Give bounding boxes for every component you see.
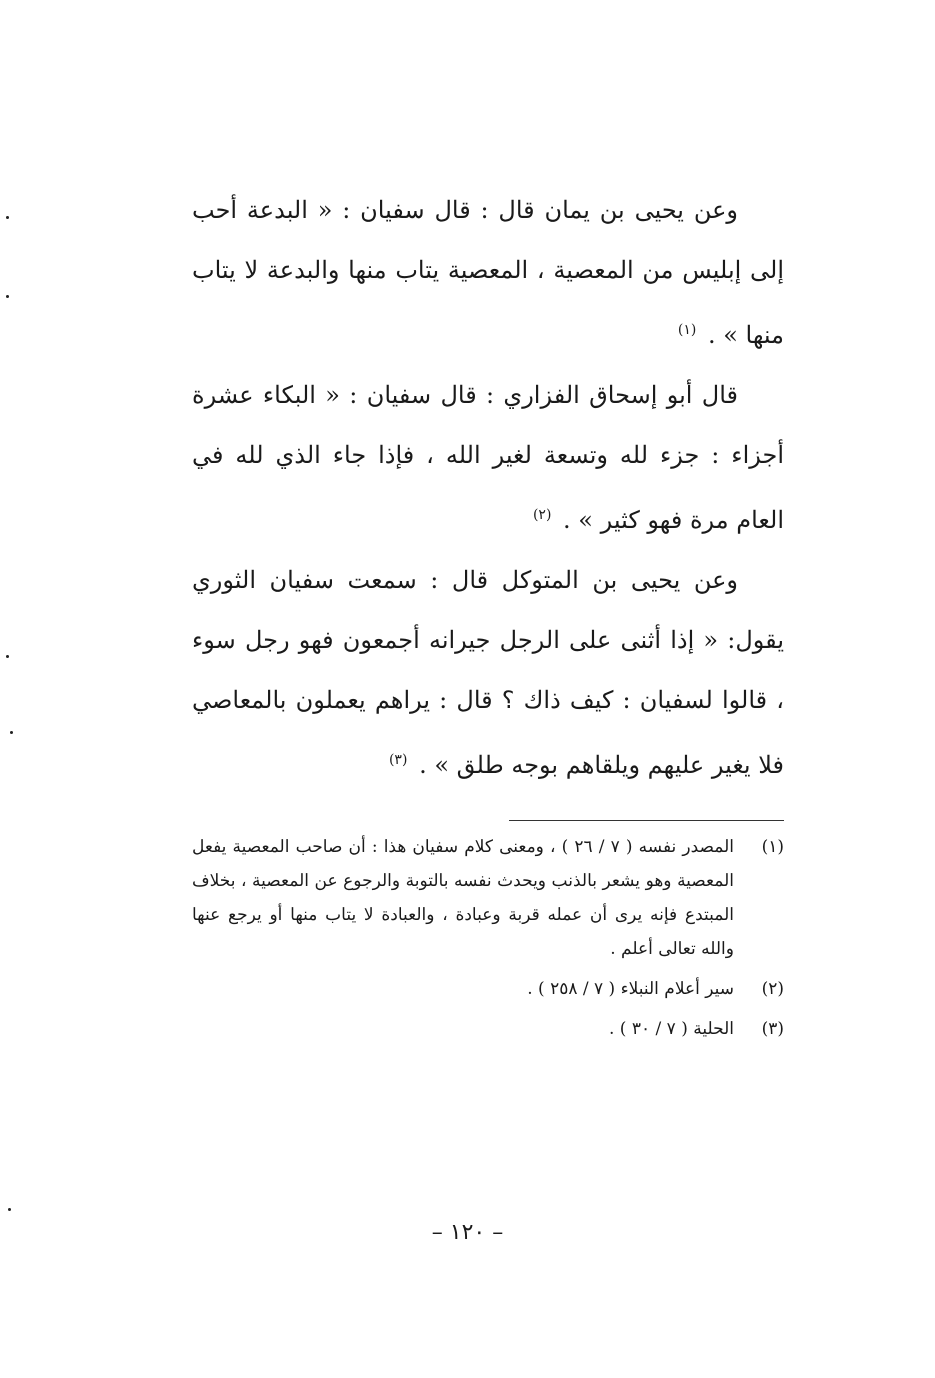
footnote-3	[192, 1012, 784, 1046]
scan-speck	[8, 1208, 11, 1211]
footnote-1	[192, 830, 784, 966]
footnote-ref-1: (١)	[677, 322, 697, 338]
footnote-2-number: (٢)	[761, 979, 784, 999]
footnote-3-text: الحلية ( ٧ / ٣٠ ) .	[609, 1019, 734, 1039]
footnotes	[192, 830, 784, 1046]
scan-speck	[6, 216, 9, 219]
paragraph-1-text: وعن يحيى بن يمان قال : قال سفيان : « البدعة أحب إلى إبليس من المعصية ، المعصية يتاب منها والبدعة لا يتاب منها » .	[192, 196, 784, 349]
page-number: – ١٢٠ –	[431, 1220, 504, 1245]
paragraph-2-text: قال أبو إسحاق الفزاري : قال سفيان : « البكاء عشرة أجزاء : جزء لله وتسعة لغير الله ، فإذا جاء الذي لله في العام مرة فهو كثير » .	[192, 381, 784, 534]
paragraph-3-text: وعن يحيى بن المتوكل قال : سمعت سفيان الثوري يقول: « إذا أثنى على الرجل جيرانه أجمعون فهو رجل سوء ، قالوا لسفيان : كيف ذاك ؟ قال : يراهم يعملون بالمعاصي فلا يغير عليهم ويلقاهم بوجه طلق » .	[192, 566, 784, 779]
footnote-ref-3: (٣)	[388, 752, 408, 768]
footnote-ref-2: (٢)	[532, 507, 552, 523]
paragraph-2	[192, 365, 784, 550]
scan-speck	[10, 731, 13, 734]
paragraph-3	[192, 550, 784, 795]
footnote-1-text: المصدر نفسه ( ٧ / ٢٦ ) ، ومعنى كلام سفيان هذا : أن صاحب المعصية يفعل المعصية وهو يشعر بالذنب ويحدث نفسه بالتوبة والرجوع عن المعصية ، بخلاف المبتدع فإنه يرى أن عمله قربة وعبادة ، والعبادة لا يتاب منها أو يرجع عنها والله تعالى أعلم .	[192, 837, 735, 959]
footnote-2	[192, 972, 784, 1006]
scan-speck	[6, 295, 9, 298]
main-text	[192, 180, 784, 795]
footnote-separator	[509, 820, 784, 821]
paragraph-1	[192, 180, 784, 365]
footnote-3-number: (٣)	[761, 1019, 784, 1039]
scan-speck	[6, 655, 9, 658]
footnote-1-number: (١)	[761, 837, 784, 857]
footnote-2-text: سير أعلام النبلاء ( ٧ / ٢٥٨ ) .	[527, 979, 734, 999]
